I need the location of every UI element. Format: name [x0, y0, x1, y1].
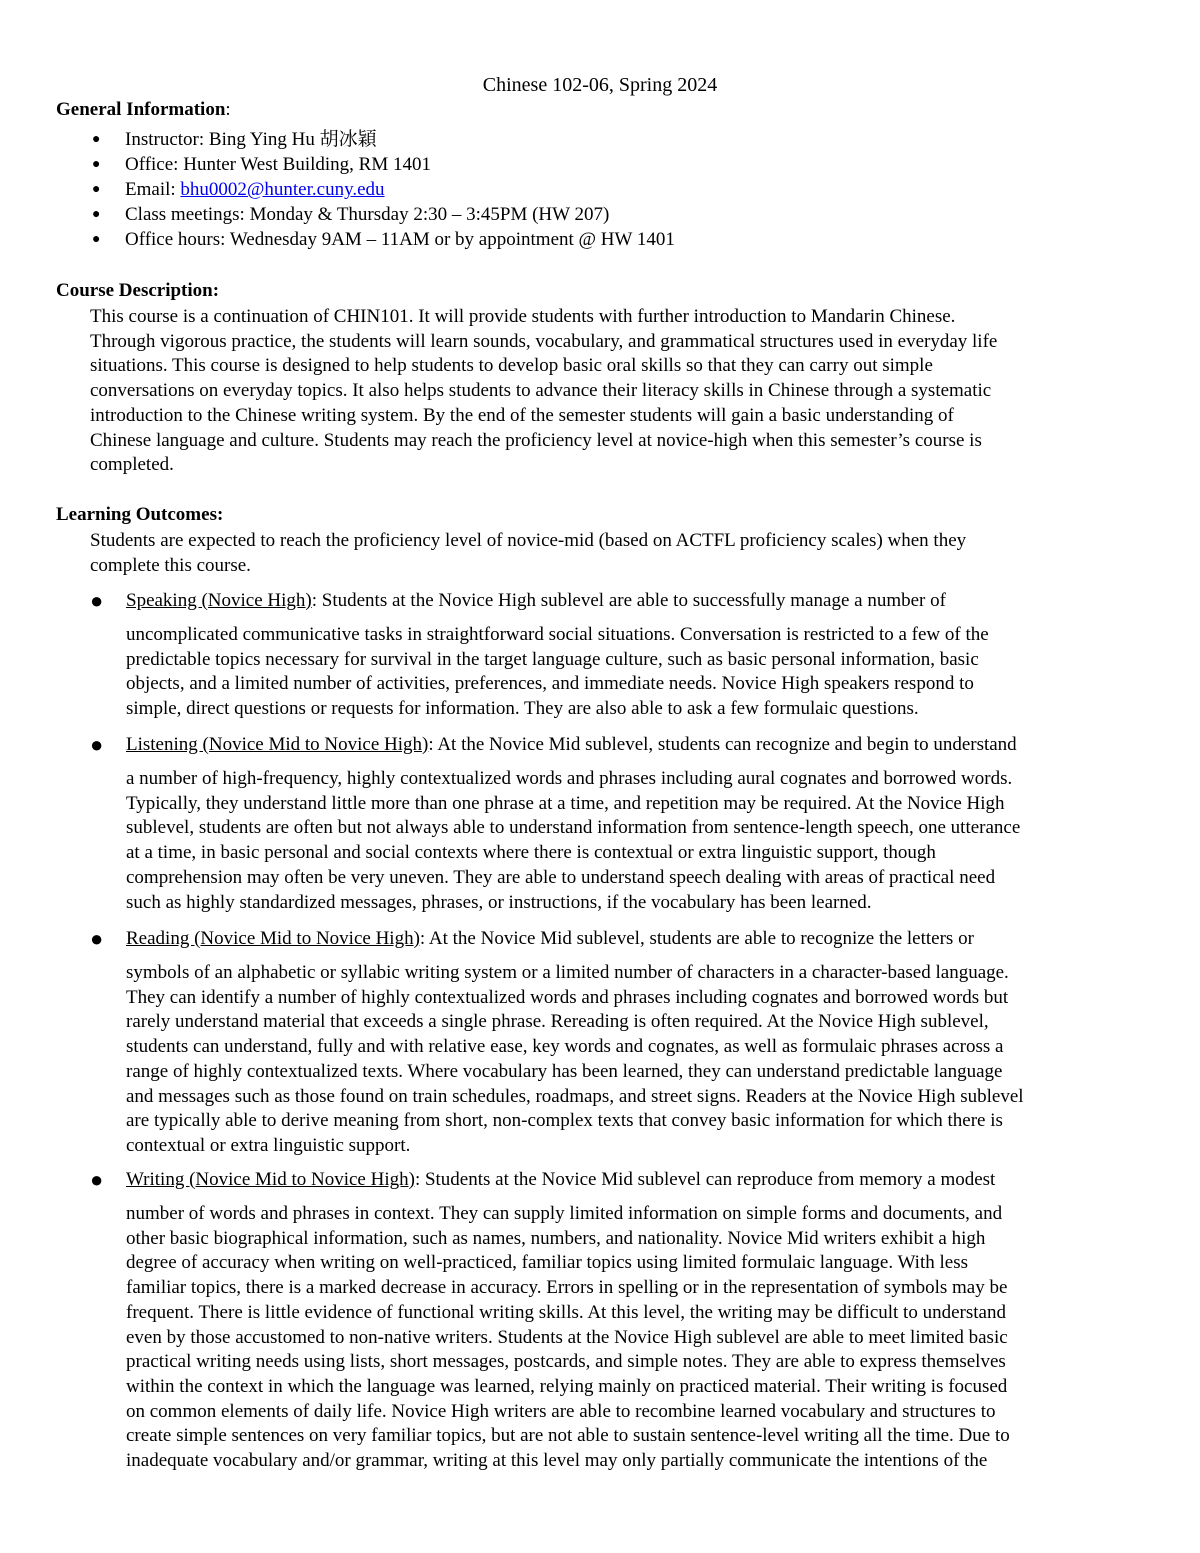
text-line: predictable topics necessary for survival in the target language culture, such as basic personal information, basic — [126, 648, 979, 670]
bullet-icon: ● — [90, 732, 104, 757]
text-line: range of highly contextualized texts. Where vocabulary has been learned, they can understand predictable language — [126, 1060, 1003, 1082]
text-line: within the context in which the language was learned, relying mainly on practiced material. Their writing is focused — [126, 1375, 1008, 1397]
text-line: symbols of an alphabetic or syllabic writing system or a limited number of characters in a character-based language. — [126, 962, 1009, 983]
outcome-label: Reading (Novice Mid to Novice High) — [126, 928, 420, 949]
outcome-first-line-body: : At the Novice Mid sublevel, students are able to recognize the letters or — [419, 928, 974, 949]
office-hours-label: Office hours: — [125, 229, 230, 250]
learning-outcomes-intro — [90, 529, 1150, 578]
text-line: uncomplicated communicative tasks in straightforward social situations. Conversation is restricted to a few of the — [126, 624, 989, 645]
class-meetings-label: Class meetings: — [125, 204, 250, 225]
text-line: a number of high-frequency, highly contextualized words and phrases including aural cognates and borrowed words. — [126, 768, 1013, 789]
office-value: Hunter West Building, RM 1401 — [183, 154, 431, 175]
outcome-body — [126, 961, 1156, 1159]
outcome-first-line-text — [126, 733, 1017, 757]
text-line: familiar topics, there is a marked decrease in accuracy. Errors in spelling or in the representation of symbols may be — [126, 1277, 1008, 1299]
text-line: inadequate vocabulary and/or grammar, writing at this level may only partially communicate the intentions of the — [126, 1450, 988, 1472]
outcome-reading — [90, 927, 1150, 1159]
office-label: Office: — [125, 154, 184, 175]
text-line: on common elements of daily life. Novice High writers are able to recombine learned vocabulary and structures to — [126, 1400, 996, 1422]
text-line: This course is a continuation of CHIN101. It will provide students with further introduction to Mandarin Chinese. — [90, 306, 956, 327]
outcome-label: Speaking (Novice High) — [126, 590, 312, 611]
outcome-first-line-text — [126, 927, 974, 951]
text-line: and messages such as those found on train schedules, roadmaps, and street signs. Readers at the Novice High sublevel — [126, 1085, 1024, 1107]
outcome-label: Listening (Novice Mid to Novice High) — [126, 734, 429, 755]
email-label: Email: — [125, 179, 181, 200]
text-line: They can identify a number of highly contextualized words and phrases including cognates and borrowed words but — [126, 986, 1009, 1008]
text-line: situations. This course is designed to help students to develop basic oral skills so that they can carry out simple — [90, 355, 933, 377]
text-line: complete this course. — [90, 554, 251, 576]
text-line: degree of accuracy when writing on well-practiced, familiar topics using limited formulaic language. With less — [126, 1252, 968, 1274]
text-line: frequent. There is little evidence of functional writing skills. At this level, the writing may be difficult to understand — [126, 1301, 1006, 1323]
text-line: introduction to the Chinese writing system. By the end of the semester students will gain a basic understanding of — [90, 404, 954, 426]
outcome-first-line-text — [126, 589, 946, 613]
text-line: number of words and phrases in context. They can supply limited information on simple forms and documents, and — [126, 1203, 1003, 1224]
text-line: create simple sentences on very familiar topics, but are not able to sustain sentence-level writing all the time. Due to — [126, 1425, 1010, 1447]
course-description-text — [90, 305, 1150, 478]
bullet-icon: ● — [92, 232, 101, 247]
text-line: Through vigorous practice, the students will learn sounds, vocabulary, and grammatical structures used in everyday life — [90, 330, 998, 352]
text-line: Chinese language and culture. Students may reach the proficiency level at novice-high when this semester’s course is — [90, 429, 982, 451]
text-line: objects, and a limited number of activities, preferences, and immediate needs. Novice High speakers respond to — [126, 673, 974, 695]
general-info-heading — [56, 99, 231, 121]
text-line: simple, direct questions or requests for information. They are also able to ask a few formulaic questions. — [126, 698, 919, 720]
bullet-icon: ● — [90, 1167, 104, 1192]
text-line: such as highly standardized messages, phrases, or instructions, if the vocabulary has been learned. — [126, 891, 872, 913]
text-line: are typically able to derive meaning from short, non-complex texts that convey basic information for which there is — [126, 1110, 1003, 1132]
outcome-first-line — [90, 733, 1150, 767]
outcome-label: Writing (Novice Mid to Novice High) — [126, 1169, 415, 1190]
bullet-icon: ● — [92, 182, 101, 197]
text-line: Students are expected to reach the proficiency level of novice-mid (based on ACTFL proficiency scales) when they — [90, 530, 967, 551]
text-line: rarely understand material that exceeds a single phrase. Rereading is often required. At the Novice High sublevel, — [126, 1011, 989, 1033]
instructor-label: Instructor: — [125, 129, 209, 150]
text-line: other basic biographical information, such as names, numbers, and nationality. Novice Mid writers exhibit a high — [126, 1227, 986, 1249]
text-line: contextual or extra linguistic support. — [126, 1134, 411, 1156]
bullet-icon: ● — [92, 132, 101, 147]
outcome-listening — [90, 733, 1150, 915]
office-hours-value: Wednesday 9AM – 11AM or by appointment @ HW 1401 — [229, 229, 675, 250]
text-line: completed. — [90, 454, 174, 476]
general-info-heading-text: General Information — [56, 99, 226, 120]
text-line: sublevel, students are often but not always able to understand information from sentence-length speech, one utterance — [126, 817, 1021, 839]
general-info-heading-colon: : — [225, 99, 231, 120]
text-line: comprehension may often be very uneven. They are able to understand speech dealing with areas of practical need — [126, 866, 996, 888]
outcome-first-line — [90, 589, 1150, 623]
bullet-icon: ● — [90, 588, 104, 613]
outcome-writing — [90, 1168, 1150, 1474]
class-meetings-value: Monday & Thursday 2:30 – 3:45PM (HW 207) — [249, 204, 610, 225]
document-title: Chinese 102-06, Spring 2024 — [482, 74, 718, 96]
text-line: at a time, in basic personal and social contexts where there is contextual or extra linguistic support, though — [126, 842, 936, 864]
outcome-first-line-body: : Students at the Novice High sublevel are able to successfully manage a number of — [311, 590, 946, 611]
outcome-first-line — [90, 1168, 1150, 1202]
text-line: Typically, they understand little more than one phrase at a time, and repetition may be required. At the Novice High — [126, 792, 1005, 814]
instructor-name: Bing Ying Hu 胡冰穎 — [208, 129, 377, 150]
outcome-first-line-body: : At the Novice Mid sublevel, students can recognize and begin to understand — [428, 734, 1017, 755]
outcome-first-line-body: : Students at the Novice Mid sublevel can reproduce from memory a modest — [414, 1169, 996, 1190]
email-link[interactable]: bhu0002@hunter.cuny.edu — [180, 179, 385, 200]
outcome-body — [126, 767, 1156, 915]
outcome-first-line-text — [126, 1168, 995, 1192]
outcome-first-line — [90, 927, 1150, 961]
list-item-office-hours — [92, 228, 675, 252]
outcome-body — [126, 1202, 1156, 1474]
bullet-icon: ● — [92, 157, 101, 172]
list-item-instructor — [92, 128, 377, 152]
learning-outcomes-heading: Learning Outcomes: — [56, 504, 224, 525]
text-line: students can understand, fully and with relative ease, key words and cognates, as well as formulaic phrases across a — [126, 1036, 1004, 1058]
outcome-speaking — [90, 589, 1150, 722]
text-line: practical writing needs using lists, short messages, postcards, and simple notes. They are able to express themselves — [126, 1351, 1006, 1373]
course-description-heading: Course Description: — [56, 280, 220, 301]
list-item-email — [92, 178, 385, 202]
outcome-body — [126, 623, 1156, 722]
list-item-class-meetings — [92, 203, 609, 227]
bullet-icon: ● — [92, 207, 101, 222]
text-line: conversations on everyday topics. It also helps students to advance their literacy skills in Chinese through a systematic — [90, 380, 992, 402]
list-item-office — [92, 153, 431, 177]
bullet-icon: ● — [90, 926, 104, 951]
text-line: even by those accustomed to non-native writers. Students at the Novice High sublevel are able to meet limited basic — [126, 1326, 1008, 1348]
